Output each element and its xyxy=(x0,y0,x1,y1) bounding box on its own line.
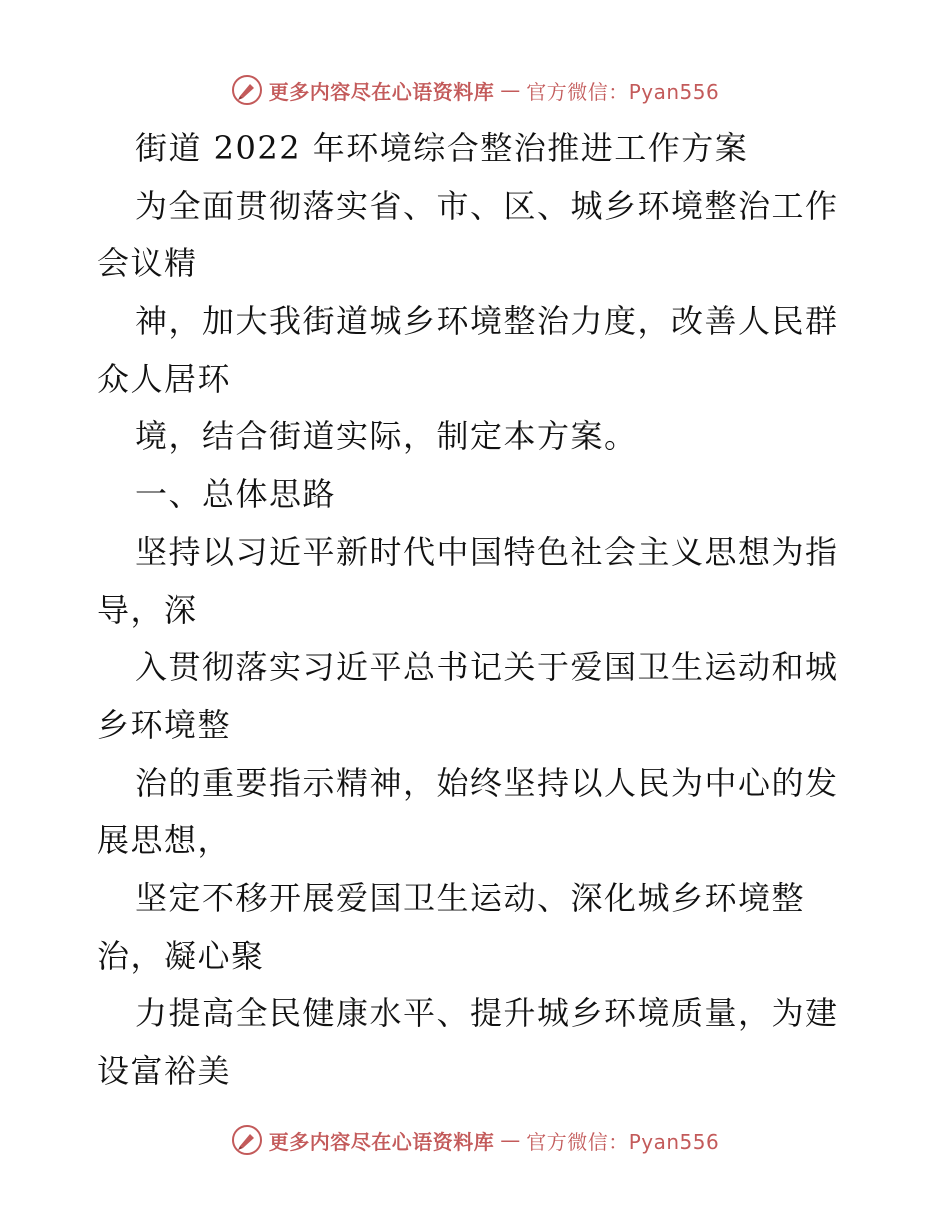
banner-dash: — xyxy=(500,78,521,102)
document-title: 街道 2022 年环境综合整治推进工作方案 xyxy=(135,129,749,167)
banner-text: 更多内容尽在心语资料库 xyxy=(268,1129,495,1154)
paragraph-line: 展思想， xyxy=(97,821,232,860)
pen-nib-logo-icon xyxy=(231,1124,263,1156)
paragraph-line: 导，深 xyxy=(97,590,198,629)
paragraph-line: 众人居环 xyxy=(97,359,232,398)
paragraph-line: 境，结合街道实际，制定本方案。 xyxy=(135,417,638,456)
banner-text: 更多内容尽在心语资料库 xyxy=(268,79,495,104)
paragraph-line: 力提高全民健康水平、提升城乡环境质量，为建 xyxy=(135,994,839,1033)
banner-dash: — xyxy=(500,1128,521,1152)
paragraph-line: 入贯彻落实习近平总书记关于爱国卫生运动和城 xyxy=(135,648,839,687)
footer-banner xyxy=(0,1120,950,1160)
paragraph-line: 为全面贯彻落实省、市、区、城乡环境整治工作 xyxy=(135,186,839,225)
paragraph-line: 坚定不移开展爱国卫生运动、深化城乡环境整 xyxy=(135,878,806,917)
banner-wechat: 官方微信：Pyan556 xyxy=(526,79,720,104)
paragraph-line: 治，凝心聚 xyxy=(97,936,265,975)
paragraph-line: 乡环境整 xyxy=(97,705,232,744)
paragraph-line: 设富裕美 xyxy=(97,1052,232,1090)
paragraph-line: 治的重要指示精神，始终坚持以人民为中心的发 xyxy=(135,763,839,802)
paragraph-line: 会议精 xyxy=(97,244,198,283)
section-heading: 一、总体思路 xyxy=(135,475,337,514)
header-banner xyxy=(0,70,950,110)
paragraph-line: 坚持以习近平新时代中国特色社会主义思想为指 xyxy=(135,532,839,571)
paragraph-line: 神，加大我街道城乡环境整治力度，改善人民群 xyxy=(135,302,839,341)
banner-wechat: 官方微信：Pyan556 xyxy=(526,1129,720,1154)
document-body xyxy=(97,120,857,1110)
pen-nib-logo-icon xyxy=(231,74,263,106)
